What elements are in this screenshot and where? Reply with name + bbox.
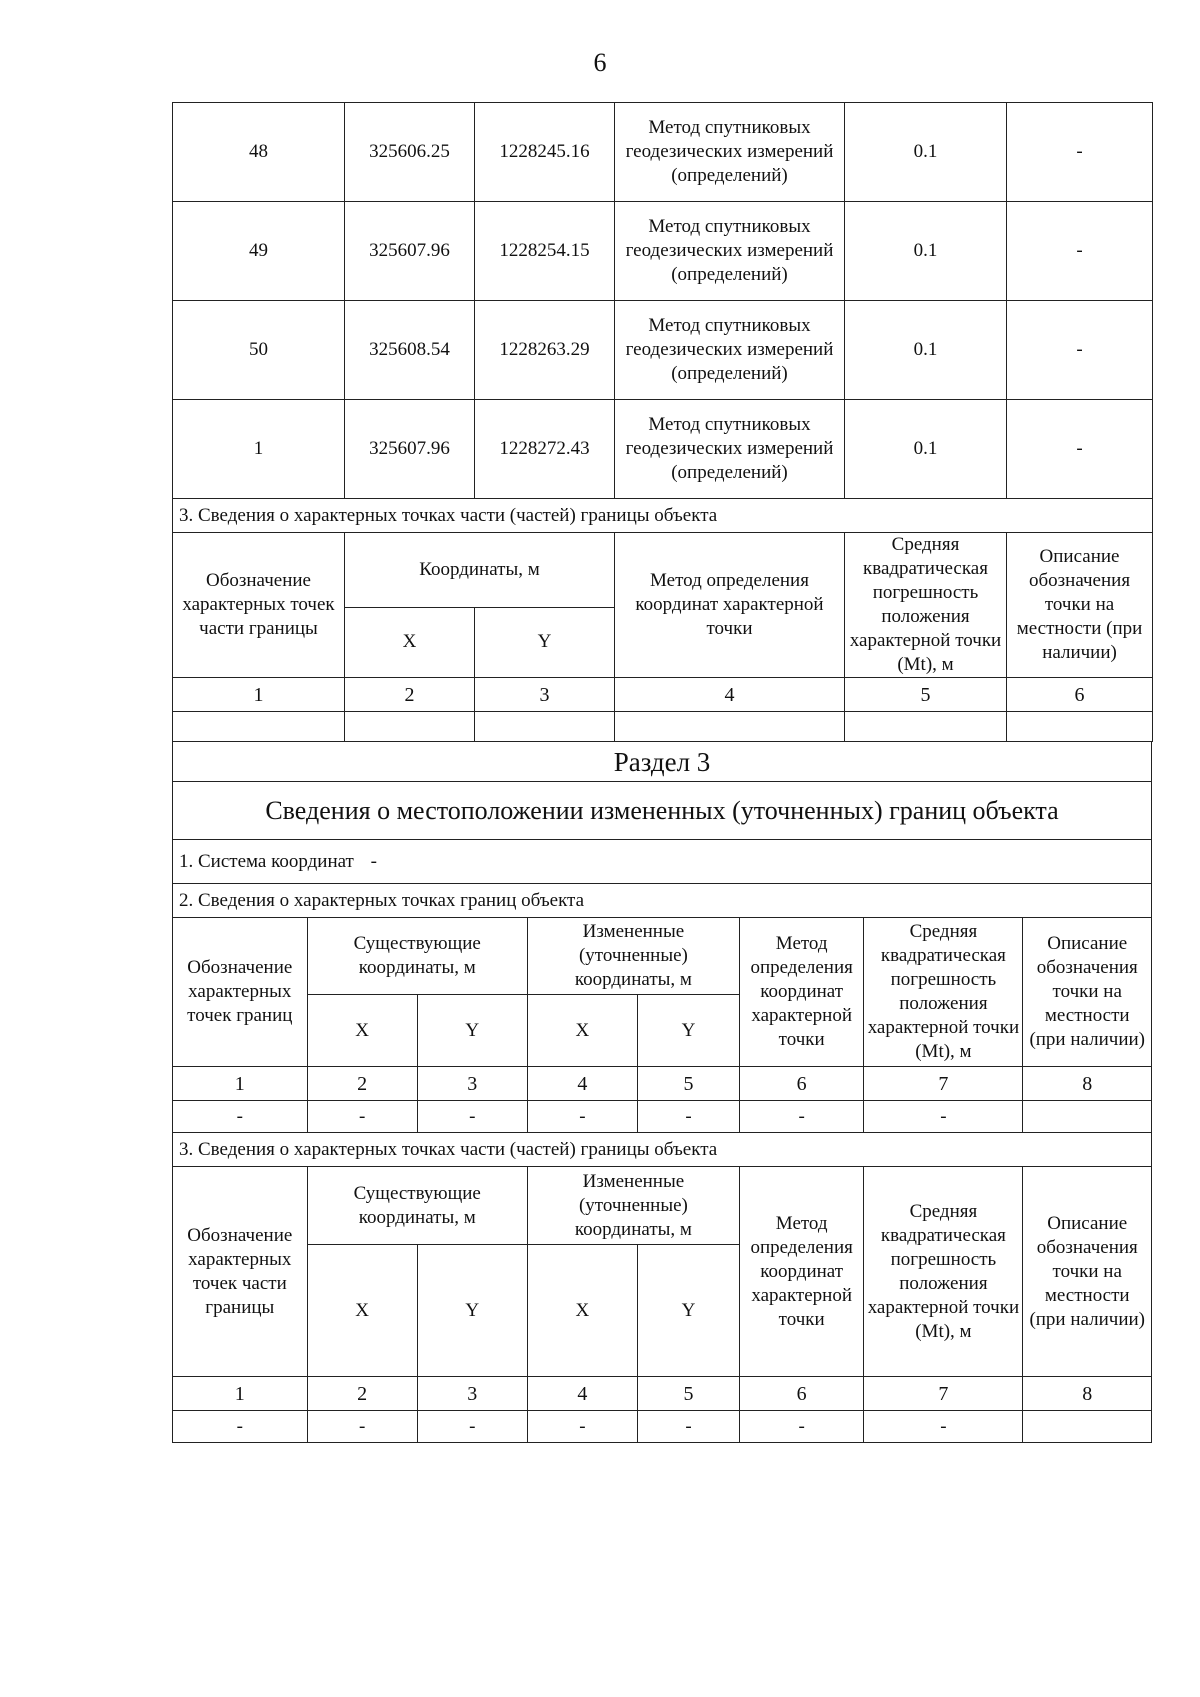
part2-title: 2. Сведения о характерных точках границ объекта	[173, 884, 1152, 918]
point-x: 325608.54	[345, 301, 475, 400]
cell	[1023, 1411, 1152, 1443]
changed-points-table	[172, 917, 1152, 1167]
parts-points-table	[172, 498, 1153, 742]
col-number: 1	[173, 1377, 308, 1411]
col-number: 3	[417, 1067, 527, 1101]
header-x: X	[345, 607, 475, 677]
header-changed: Измененные (уточненные) координаты, м	[527, 918, 739, 995]
col-number: 8	[1023, 1067, 1152, 1101]
col-number: 7	[864, 1067, 1023, 1101]
col-number: 2	[307, 1377, 417, 1411]
col-number: 2	[307, 1067, 417, 1101]
header-designation: Обозначение характерных точек части границы	[173, 533, 345, 678]
header-desc: Описание обозначения точки на местности (при наличии)	[1023, 918, 1152, 1067]
point-mt: 0.1	[845, 202, 1007, 301]
document-sheet	[172, 102, 1152, 1443]
header-x: X	[307, 1245, 417, 1377]
point-mt: 0.1	[845, 400, 1007, 499]
cell: -	[417, 1101, 527, 1133]
col-number: 7	[864, 1377, 1023, 1411]
cell: -	[637, 1411, 739, 1443]
cell: -	[739, 1411, 863, 1443]
point-x: 325607.96	[345, 400, 475, 499]
point-desc: -	[1007, 202, 1153, 301]
section-title: 3. Сведения о характерных точках части (частей) границы объекта	[173, 499, 1153, 533]
coord-system-value: -	[370, 850, 377, 872]
point-desc: -	[1007, 400, 1153, 499]
table-row	[173, 301, 1153, 400]
section3-heading	[172, 741, 1152, 918]
cell: -	[739, 1101, 863, 1133]
col-number: 4	[527, 1067, 637, 1101]
header-method: Метод определения координат характерной точки	[615, 533, 845, 678]
point-id: 1	[173, 400, 345, 499]
header-x: X	[527, 995, 637, 1067]
point-desc: -	[1007, 103, 1153, 202]
header-x: X	[307, 995, 417, 1067]
table-row	[173, 1101, 1152, 1133]
table-row	[173, 202, 1153, 301]
coord-system-label: 1. Система координат	[179, 850, 354, 872]
point-x: 325606.25	[345, 103, 475, 202]
col-number: 6	[1007, 678, 1153, 712]
col-number: 4	[615, 678, 845, 712]
header-method: Метод определения координат характерной точки	[739, 1167, 863, 1377]
header-mt: Средняя квадратическая погрешность положения характерной точки (Mt), м	[845, 533, 1007, 678]
col-number: 8	[1023, 1377, 1152, 1411]
cell: -	[864, 1101, 1023, 1133]
section3-subtitle: Сведения о местоположении измененных (уточненных) границ объекта	[173, 782, 1152, 840]
header-existing: Существующие координаты, м	[307, 918, 527, 995]
col-number: 3	[475, 678, 615, 712]
cell: -	[307, 1411, 417, 1443]
changed-parts-table	[172, 1166, 1152, 1443]
header-x: X	[527, 1245, 637, 1377]
header-mt: Средняя квадратическая погрешность положения характерной точки (Mt), м	[864, 918, 1023, 1067]
coord-system-row	[173, 840, 1152, 884]
point-mt: 0.1	[845, 103, 1007, 202]
point-y: 1228263.29	[475, 301, 615, 400]
col-number: 5	[637, 1067, 739, 1101]
point-method: Метод спутниковых геодезических измерений (определений)	[615, 400, 845, 499]
point-mt: 0.1	[845, 301, 1007, 400]
header-designation: Обозначение характерных точек части границы	[173, 1167, 308, 1377]
point-desc: -	[1007, 301, 1153, 400]
header-existing: Существующие координаты, м	[307, 1167, 527, 1245]
cell	[1023, 1101, 1152, 1133]
col-number: 2	[345, 678, 475, 712]
point-y: 1228254.15	[475, 202, 615, 301]
point-method: Метод спутниковых геодезических измерений (определений)	[615, 202, 845, 301]
section3-title: Раздел 3	[173, 742, 1152, 782]
point-y: 1228272.43	[475, 400, 615, 499]
cell: -	[864, 1411, 1023, 1443]
col-number: 1	[173, 678, 345, 712]
cell: -	[173, 1411, 308, 1443]
point-id: 49	[173, 202, 345, 301]
header-y: Y	[637, 995, 739, 1067]
point-method: Метод спутниковых геодезических измерений (определений)	[615, 301, 845, 400]
header-y: Y	[417, 1245, 527, 1377]
point-method: Метод спутниковых геодезических измерений (определений)	[615, 103, 845, 202]
cell: -	[307, 1101, 417, 1133]
col-number: 1	[173, 1067, 308, 1101]
col-number: 5	[845, 678, 1007, 712]
cell: -	[527, 1101, 637, 1133]
header-designation: Обозначение характерных точек границ	[173, 918, 308, 1067]
point-x: 325607.96	[345, 202, 475, 301]
header-desc: Описание обозначения точки на местности (при наличии)	[1007, 533, 1153, 678]
col-number: 4	[527, 1377, 637, 1411]
table-row	[173, 1411, 1152, 1443]
header-y: Y	[417, 995, 527, 1067]
table-row	[173, 103, 1153, 202]
col-number: 6	[739, 1377, 863, 1411]
point-id: 50	[173, 301, 345, 400]
header-mt: Средняя квадратическая погрешность положения характерной точки (Mt), м	[864, 1167, 1023, 1377]
header-method: Метод определения координат характерной точки	[739, 918, 863, 1067]
cell: -	[527, 1411, 637, 1443]
col-number: 6	[739, 1067, 863, 1101]
point-y: 1228245.16	[475, 103, 615, 202]
header-coords: Координаты, м	[345, 533, 615, 608]
table-row	[173, 400, 1153, 499]
empty-row	[173, 712, 1153, 742]
points-table	[172, 102, 1153, 499]
cell: -	[637, 1101, 739, 1133]
page-number: 6	[593, 48, 607, 77]
point-id: 48	[173, 103, 345, 202]
col-number: 3	[417, 1377, 527, 1411]
header-y: Y	[475, 607, 615, 677]
part3-title: 3. Сведения о характерных точках части (частей) границы объекта	[173, 1133, 1152, 1167]
header-desc: Описание обозначения точки на местности (при наличии)	[1023, 1167, 1152, 1377]
header-y: Y	[637, 1245, 739, 1377]
cell: -	[417, 1411, 527, 1443]
col-number: 5	[637, 1377, 739, 1411]
header-changed: Измененные (уточненные) координаты, м	[527, 1167, 739, 1245]
cell: -	[173, 1101, 308, 1133]
